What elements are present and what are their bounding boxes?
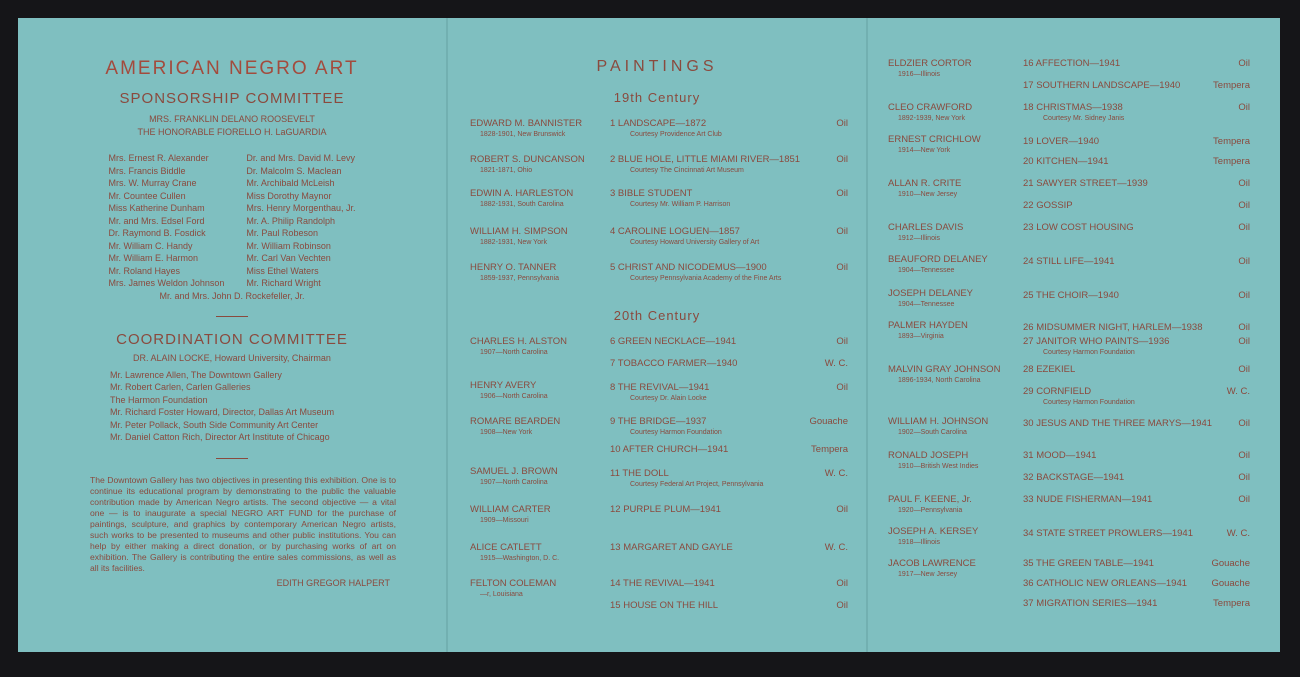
artwork-entry (610, 416, 722, 436)
artwork-entry (610, 154, 800, 174)
artist-entry (470, 578, 556, 598)
artist-name: ELDZIER CORTOR (888, 58, 972, 69)
artwork-medium: Oil (1238, 200, 1250, 211)
artwork-medium: Tempera (1213, 136, 1250, 147)
artwork-entry (1023, 322, 1202, 333)
century-19-heading: 19th Century (613, 90, 701, 105)
artwork-medium: Oil (1238, 290, 1250, 301)
artwork-medium: Tempera (1213, 80, 1250, 91)
artwork-entry (1023, 58, 1120, 69)
artwork-entry (610, 336, 736, 347)
sponsor-column-2 (246, 152, 355, 290)
artist-entry (888, 102, 972, 122)
artwork-medium: W. C. (1226, 386, 1250, 397)
sponsor-name: Mr. Richard Wright (246, 278, 321, 288)
artist-name: WILLIAM H. SIMPSON (470, 226, 568, 237)
artist-dates: 1904—Tennessee (898, 301, 955, 308)
artist-entry (888, 416, 988, 436)
artwork-title: 21 SAWYER STREET—1939 (1023, 178, 1148, 189)
artist-dates: 1907—North Carolina (480, 479, 548, 486)
artist-entry (470, 416, 560, 436)
artist-name: CHARLES DAVIS (888, 222, 964, 233)
brochure-title: AMERICAN NEGRO ART (105, 58, 359, 79)
artwork-entry (1023, 578, 1187, 589)
artist-entry (470, 262, 559, 282)
sponsor-name: Dr. Raymond B. Fosdick (108, 228, 206, 238)
middle-panel (448, 18, 866, 652)
artwork-entry (1023, 222, 1134, 233)
artwork-entry (1023, 472, 1124, 483)
divider (216, 458, 248, 459)
sponsor-name: Mr. and Mrs. Edsel Ford (108, 215, 205, 226)
chairman-line: DR. ALAIN LOCKE, Howard University, Chairman (133, 353, 331, 363)
artist-name: FELTON COLEMAN (470, 578, 557, 589)
artwork-entry (610, 578, 715, 589)
artist-entry (470, 542, 559, 562)
artist-entry (470, 504, 551, 524)
artist-dates: 1882-1931, New York (480, 239, 547, 246)
artist-dates: 1904—Tennessee (898, 267, 955, 274)
honorary-name: MRS. FRANKLIN DELANO ROOSEVELT (149, 114, 315, 124)
artwork-entry (610, 262, 781, 282)
artwork-medium: Oil (836, 154, 848, 165)
sponsor-last: Mr. and Mrs. John D. Rockefeller, Jr. (159, 290, 305, 301)
artist-dates: 1909—Missouri (480, 517, 529, 524)
artwork-credit: Courtesy Federal Art Project, Pennsylvania (630, 481, 764, 488)
artwork-medium: Oil (1238, 472, 1250, 483)
artist-dates: 1896-1934, North Carolina (898, 377, 981, 384)
artist-name: PAUL F. KEENE, Jr. (888, 494, 972, 505)
artwork-medium: W. C. (824, 358, 848, 369)
coordination-member: Mr. Robert Carlen, Carlen Galleries (110, 382, 251, 392)
artwork-entry (1023, 494, 1152, 505)
artwork-title: 10 AFTER CHURCH—1941 (610, 444, 729, 455)
artist-dates: 1882-1931, South Carolina (480, 201, 564, 208)
artwork-title: 20 KITCHEN—1941 (1023, 156, 1109, 167)
artwork-medium: Oil (1238, 450, 1250, 461)
artist-name: MALVIN GRAY JOHNSON (888, 364, 1001, 375)
artwork-entry (610, 118, 722, 138)
artist-name: ERNEST CRICHLOW (888, 134, 981, 145)
artist-name: EDWIN A. HARLESTON (470, 188, 574, 199)
artwork-title: 11 THE DOLL (610, 468, 669, 479)
artist-dates: 1908—New York (480, 429, 533, 436)
artist-entry (888, 254, 988, 274)
artwork-medium: Oil (1238, 336, 1250, 347)
artwork-medium: Oil (1238, 58, 1250, 69)
artwork-title: 15 HOUSE ON THE HILL (610, 600, 719, 611)
artwork-entry (1023, 256, 1115, 267)
artist-dates: 1902—South Carolina (898, 429, 967, 436)
artwork-title: 33 NUDE FISHERMAN—1941 (1023, 494, 1153, 505)
sponsor-name: Mr. William C. Handy (108, 240, 193, 251)
artist-entry (470, 154, 585, 174)
artwork-medium: Oil (1238, 364, 1250, 375)
artwork-entry (1023, 336, 1169, 356)
artwork-title: 6 GREEN NECKLACE—1941 (610, 336, 737, 347)
artist-entry (888, 178, 961, 198)
artist-dates: 1918—Illinois (898, 539, 941, 546)
artwork-medium: Oil (1238, 102, 1250, 113)
artwork-medium: Oil (836, 600, 848, 611)
sponsor-name: Mr. Roland Hayes (108, 265, 181, 276)
artwork-entry (1023, 598, 1157, 609)
artist-dates: 1917—New Jersey (898, 571, 958, 578)
artwork-entry (1023, 450, 1096, 461)
artwork-title: 18 CHRISTMAS—1938 (1023, 102, 1123, 113)
artist-name: ROMARE BEARDEN (470, 416, 561, 427)
artwork-title: 16 AFFECTION—1941 (1023, 58, 1121, 69)
artwork-entry (610, 444, 728, 455)
artwork-title: 23 LOW COST HOUSING (1023, 222, 1134, 233)
artwork-entry (610, 542, 733, 553)
artwork-title: 14 THE REVIVAL—1941 (610, 578, 715, 589)
sponsor-name: Dr. and Mrs. David M. Levy (246, 153, 355, 163)
artist-name: HENRY AVERY (470, 380, 537, 391)
artist-entry (888, 364, 1000, 384)
sponsor-name: Miss Katherine Dunham (108, 203, 205, 213)
artwork-title: 3 BIBLE STUDENT (610, 188, 693, 199)
artist-name: CLEO CRAWFORD (888, 102, 973, 113)
right-panel (868, 18, 1280, 652)
artwork-title: 17 SOUTHERN LANDSCAPE—1940 (1023, 80, 1181, 91)
artist-dates: 1828-1901, New Brunswick (480, 131, 566, 138)
artwork-medium: W. C. (1226, 528, 1250, 539)
artwork-entry (1023, 290, 1119, 301)
artist-name: JACOB LAWRENCE (888, 558, 976, 569)
artist-entry (888, 526, 978, 546)
artwork-medium: Oil (836, 226, 848, 237)
coordination-heading: COORDINATION COMMITTEE (116, 331, 348, 348)
artist-name: PALMER HAYDEN (888, 320, 968, 331)
artist-name: ALICE CATLETT (470, 542, 542, 553)
divider (216, 316, 248, 317)
artist-name: EDWARD M. BANNISTER (470, 118, 583, 129)
artwork-credit: Courtesy Harmon Foundation (630, 429, 722, 436)
artwork-entry (1023, 364, 1075, 375)
artist-dates: 1893—Virginia (898, 333, 944, 340)
artwork-medium: Oil (1238, 178, 1250, 189)
sponsor-name: Mr. William Robinson (246, 240, 331, 251)
artwork-credit: Courtesy Pennsylvania Academy of the Fine Arts (630, 275, 782, 282)
coordination-member: Mr. Peter Pollack, South Side Community Art Center (110, 419, 319, 430)
artist-name: JOSEPH DELANEY (888, 288, 973, 299)
artwork-entry (610, 468, 763, 488)
artwork-entry (610, 226, 759, 246)
artist-entry (470, 188, 573, 208)
artwork-medium: Tempera (1213, 156, 1250, 167)
artwork-medium: Gouache (1211, 578, 1250, 589)
artwork-medium: W. C. (824, 542, 848, 553)
artwork-medium: Oil (836, 336, 848, 347)
honorary-name: THE HONORABLE FIORELLO H. LaGUARDIA (137, 126, 327, 137)
artwork-credit: Courtesy Harmon Foundation (1043, 399, 1135, 406)
artist-name: WILLIAM CARTER (470, 504, 551, 515)
artist-name: RONALD JOSEPH (888, 450, 969, 461)
artwork-medium: Oil (836, 118, 848, 129)
sponsor-name: Miss Ethel Waters (246, 265, 319, 276)
sponsor-name: Mr. Carl Van Vechten (246, 253, 331, 263)
artwork-title: 31 MOOD—1941 (1023, 450, 1097, 461)
artwork-medium: Oil (1238, 256, 1250, 267)
artist-entry (888, 288, 973, 308)
sponsor-column-1 (109, 152, 225, 290)
artwork-medium: Oil (1238, 222, 1250, 233)
coordination-member: Mr. Richard Foster Howard, Director, Dallas Art Museum (110, 407, 335, 417)
artwork-title: 27 JANITOR WHO PAINTS—1936 (1023, 336, 1170, 347)
artwork-credit: Courtesy Mr. William P. Harrison (630, 201, 731, 208)
paintings-heading: PAINTINGS (596, 58, 718, 75)
artist-dates: 1915—Washington, D. C. (480, 555, 560, 562)
honorary-sponsors (18, 113, 446, 138)
artwork-entry (1023, 418, 1212, 429)
artwork-title: 8 THE REVIVAL—1941 (610, 382, 710, 393)
artwork-entry (610, 188, 730, 208)
artist-dates: 1859-1937, Pennsylvania (480, 275, 560, 282)
artwork-title: 1 LANDSCAPE—1872 (610, 118, 707, 129)
artwork-medium: Gouache (1211, 558, 1250, 569)
artist-dates: 1914—New York (898, 147, 951, 154)
objectives-paragraph: The Downtown Gallery has two objectives in presenting this exhibition. One is to continue its educational program by demonstrating to the public the valuable contribution made by American Negro artists. The second objective — a vital one — is to inaugurate a special NEGRO ART FUND for the purchase of paintings, sculpture, and graphics by contemporary American Negro artists, such works to be presented to museums and other public institutions. You can help by either making a direct donation, or by purchasing works of art on exhibition. The Gallery is contributing the entire sales commissions, as well as all its facilities. (90, 474, 396, 573)
sponsor-name: Dr. Malcolm S. Maclean (246, 165, 342, 176)
artist-name: ALLAN R. CRITE (888, 178, 962, 189)
sponsor-name: Mr. A. Philip Randolph (246, 215, 335, 226)
artist-entry (470, 226, 568, 246)
artwork-title: 24 STILL LIFE—1941 (1023, 256, 1115, 267)
artist-name: CHARLES H. ALSTON (470, 336, 567, 347)
sponsor-name: Mr. Paul Robeson (246, 228, 318, 238)
artwork-entry (610, 382, 709, 402)
artwork-medium: Oil (1238, 322, 1250, 333)
artwork-medium: Oil (1238, 418, 1250, 429)
brochure-sheet (18, 18, 1280, 652)
artist-entry (470, 466, 558, 486)
century-20-heading: 20th Century (613, 308, 701, 323)
artist-name: SAMUEL J. BROWN (470, 466, 558, 477)
artist-entry (888, 134, 981, 154)
artist-entry (888, 494, 972, 514)
artwork-medium: Oil (836, 504, 848, 515)
artwork-entry (1023, 200, 1073, 211)
artwork-title: 25 THE CHOIR—1940 (1023, 290, 1119, 301)
artist-entry (470, 336, 567, 356)
artist-name: BEAUFORD DELANEY (888, 254, 988, 265)
sponsor-list (18, 152, 446, 290)
artist-entry (888, 222, 963, 242)
artist-dates: —r, Louisiana (480, 591, 523, 598)
artwork-medium: W. C. (824, 468, 848, 479)
artist-dates: 1910—New Jersey (898, 191, 958, 198)
artwork-title: 29 CORNFIELD (1023, 386, 1092, 397)
sponsor-name: Mr. William E. Harmon (108, 253, 199, 263)
artist-dates: 1907—North Carolina (480, 349, 548, 356)
sponsor-name: Mrs. James Weldon Johnson (108, 278, 225, 288)
artwork-title: 30 JESUS AND THE THREE MARYS—1941 (1023, 418, 1213, 429)
artwork-entry (610, 504, 721, 515)
sponsor-name: Mrs. W. Murray Crane (108, 178, 197, 188)
artist-entry (888, 58, 972, 78)
artwork-medium: Gouache (809, 416, 848, 427)
artist-name: JOSEPH A. KERSEY (888, 526, 979, 537)
artist-entry (470, 118, 582, 138)
artist-dates: 1920—Pennsylvania (898, 507, 963, 514)
artwork-entry (610, 358, 737, 369)
artwork-title: 9 THE BRIDGE—1937 (610, 416, 707, 427)
artwork-credit: Courtesy The Cincinnati Art Museum (630, 167, 744, 174)
artwork-entry (610, 600, 718, 611)
artwork-title: 36 CATHOLIC NEW ORLEANS—1941 (1023, 578, 1188, 589)
signature: EDITH GREGOR HALPERT (276, 577, 390, 588)
sponsor-name: Mr. Archibald McLeish (246, 178, 335, 188)
artwork-entry (1023, 136, 1099, 147)
artwork-title: 19 LOVER—1940 (1023, 136, 1100, 147)
left-panel (18, 18, 446, 652)
sponsor-name: Miss Dorothy Maynor (246, 190, 332, 201)
artwork-medium: Tempera (811, 444, 848, 455)
artist-dates: 1912—Illinois (898, 235, 941, 242)
sponsor-name: Mrs. Francis Biddle (108, 165, 186, 176)
artwork-title: 2 BLUE HOLE, LITTLE MIAMI RIVER—1851 (610, 154, 801, 165)
artist-dates: 1910—British West Indies (898, 463, 979, 470)
artwork-credit: Courtesy Mr. Sidney Janis (1043, 115, 1125, 122)
sponsorship-heading: SPONSORSHIP COMMITTEE (119, 90, 345, 107)
artwork-medium: Oil (836, 382, 848, 393)
artwork-title: 28 EZEKIEL (1023, 364, 1076, 375)
artwork-title: 4 CAROLINE LOGUEN—1857 (610, 226, 740, 237)
artwork-entry (1023, 178, 1148, 189)
artwork-medium: Oil (836, 188, 848, 199)
artwork-title: 12 PURPLE PLUM—1941 (610, 504, 721, 515)
artwork-title: 5 CHRIST AND NICODEMUS—1900 (610, 262, 767, 273)
artwork-entry (1023, 80, 1180, 91)
artwork-title: 32 BACKSTAGE—1941 (1023, 472, 1125, 483)
artwork-credit: Courtesy Providence Art Club (630, 131, 722, 138)
artwork-entry (1023, 386, 1135, 406)
artist-entry (888, 450, 978, 470)
sponsor-name: Mrs. Henry Morgenthau, Jr. (246, 203, 356, 213)
artwork-title: 35 THE GREEN TABLE—1941 (1023, 558, 1154, 569)
artwork-medium: Oil (1238, 494, 1250, 505)
artist-name: WILLIAM H. JOHNSON (888, 416, 989, 427)
artist-dates: 1906—North Carolina (480, 393, 548, 400)
coordination-member: The Harmon Foundation (110, 394, 208, 405)
artwork-entry (1023, 102, 1124, 122)
artwork-medium: Tempera (1213, 598, 1250, 609)
artwork-title: 26 MIDSUMMER NIGHT, HARLEM—1938 (1023, 322, 1203, 333)
artwork-title: 22 GOSSIP (1023, 200, 1073, 211)
sponsor-name: Mr. Countee Cullen (108, 190, 186, 201)
coordination-member: Mr. Daniel Catton Rich, Director Art Institute of Chicago (110, 432, 330, 442)
artwork-medium: Oil (836, 578, 848, 589)
coordination-member: Mr. Lawrence Allen, The Downtown Gallery (110, 369, 282, 380)
artwork-title: 37 MIGRATION SERIES—1941 (1023, 598, 1158, 609)
artwork-medium: Oil (836, 262, 848, 273)
artist-entry (888, 320, 968, 340)
artwork-credit: Courtesy Harmon Foundation (1043, 349, 1135, 356)
artist-dates: 1821-1871, Ohio (480, 167, 533, 174)
artwork-title: 34 STATE STREET PROWLERS—1941 (1023, 528, 1193, 539)
artwork-entry (1023, 528, 1193, 539)
sponsor-name: Mrs. Ernest R. Alexander (108, 153, 209, 163)
artwork-entry (1023, 558, 1154, 569)
coordination-list (110, 369, 446, 444)
artist-name: ROBERT S. DUNCANSON (470, 154, 585, 165)
artist-dates: 1916—Illinois (898, 71, 941, 78)
artwork-title: 7 TOBACCO FARMER—1940 (610, 358, 738, 369)
artist-entry (470, 380, 548, 400)
artwork-credit: Courtesy Howard University Gallery of Art (630, 239, 760, 246)
artist-name: HENRY O. TANNER (470, 262, 557, 273)
artwork-credit: Courtesy Dr. Alain Locke (630, 395, 707, 402)
artwork-entry (1023, 156, 1109, 167)
artist-dates: 1892-1939, New York (898, 115, 965, 122)
artwork-title: 13 MARGARET AND GAYLE (610, 542, 733, 553)
artist-entry (888, 558, 976, 578)
